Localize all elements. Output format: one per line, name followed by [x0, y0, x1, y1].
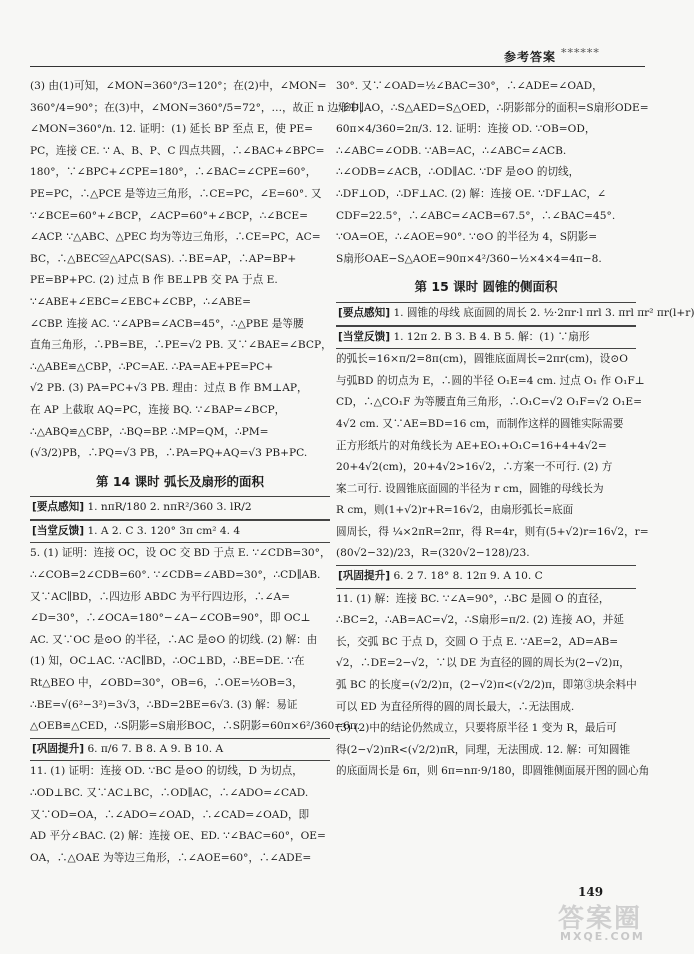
running-header: 参考答案	[504, 50, 557, 64]
text-line: PE=BP+PC. (2) 过点 B 作 BE⊥PB 交 PA 于点 E.	[30, 274, 278, 287]
feedback-14-text: 1. A 2. C 3. 120° 3π cm² 4. 4	[87, 524, 241, 537]
text-line: 可以 ED 为直径所得的圆的周长最大，∴无法围成.	[336, 700, 575, 713]
text-line: 正方形纸片的对角线长为 AE+EO₁+O₁C=16+4+4√2=	[336, 439, 607, 452]
feedback-15-text: 1. 12π 2. B 3. B 4. B 5. 解：(1) ∵扇形	[393, 330, 590, 343]
text-line: 得(2−√2)πR<(√2/2)πR，同理，无法围成. 12. 解：可知圆锥	[336, 743, 631, 756]
feedback-15-tag: [当堂反馈]	[338, 330, 391, 343]
left-column	[30, 76, 370, 869]
consolidate-15-tag: [巩固提升]	[338, 570, 391, 583]
text-line: AC. 又∵OC 是⊙O 的半径，∴AC 是⊙O 的切线. (2) 解：由	[30, 633, 318, 646]
text-line: 的弧长=16×π/2=8π(cm)，圆锥底面周长=2πr(cm)，设⊙O	[336, 353, 628, 366]
text-line: 的底面周长是 6π，则 6π=nπ·9/180，即圆锥侧面展开图的圆心角	[336, 765, 650, 778]
text-line: ∴∠COB=2∠CDB=60°. ∵∠CDB=∠ABD=30°，∴CD∥AB.	[30, 569, 321, 582]
page-number: 149	[578, 885, 604, 899]
section-14-title: 第 14 课时 弧长及扇形的面积	[96, 473, 264, 489]
key-points-14-text: 1. nπR/180 2. nπR²/360 3. lR/2	[87, 501, 252, 514]
text-line: Rt△BEO 中，∠OBD=30°，OB=6，∴OE=½OB=3，	[30, 677, 303, 690]
text-line: 弧 BC 的长度=(√2/2)π，(2−√2)π<(√2/2)π，即第③块余料中	[336, 679, 637, 692]
text-line: ∴BE=√(6²−3²)=3√3，∴BD=2BE=6√3. (3) 解：易证	[30, 698, 298, 711]
text-line: 360°/4=90°；在(3)中，∠MON=360°/5=72°，…，故正 n 边形中，	[30, 101, 370, 114]
text-line: ∵∠ABE+∠EBC=∠EBC+∠CBP，∴∠ABE=	[30, 295, 251, 308]
text-line: 11. (1) 解：连接 BC. ∵∠A=90°，∴BC 是圆 O 的直径，	[336, 592, 610, 605]
text-line: ∵∠BCE=60°+∠BCP，∠ACP=60°+∠BCP，∴∠BCE=	[30, 209, 308, 222]
text-line: ∴ED∥AO，∴S△AED=S△OED，∴阴影部分的面积=S扇形ODE=	[336, 101, 649, 114]
text-line: S扇形OAE−S△AOE=90π×4²/360−½×4×4=4π−8.	[336, 252, 602, 265]
text-line: (√3/2)PB，∴PQ=√3 PB，∴PA=PQ+AQ=√3 PB+PC.	[30, 447, 308, 460]
watermark-logo: 答案圈	[558, 904, 643, 934]
text-line: ∠CBP. 连接 AC. ∵∠APB=∠ACB=45°，∴△PBE 是等腰	[30, 317, 304, 330]
text-line: ∠MON=360°/n. 12. 证明：(1) 延长 BP 至点 E，使 PE=	[30, 123, 313, 136]
key-points-15	[336, 302, 694, 326]
right-column	[336, 76, 694, 783]
text-line: 180°，∵∠BPC+∠CPE=180°，∴∠BAC=∠CPE=60°，	[30, 166, 317, 179]
text-line: 直角三角形，∴PB=BE，∴PE=√2 PB. 又∵∠BAE=∠BCP，	[30, 339, 332, 352]
text-line: 5. (1) 证明：连接 OC，设 OC 交 BD 于点 E. ∵∠CDB=30°，	[30, 547, 331, 560]
consolidate-14	[30, 738, 330, 762]
text-line: R cm，则(1+√2)r+R=16√2，由扇形弧长=底面	[336, 504, 574, 517]
text-line: 又∵AC∥BD，∴四边形 ABDC 为平行四边形，∴∠A=	[30, 590, 291, 603]
text-line: 20+4√2(cm)，20+4√2>16√2，∴方案一不可行. (2) 方	[336, 461, 613, 474]
text-line: 又∵OD=OA，∴∠ADO=∠OAD，∴∠CAD=∠OAD，即	[30, 808, 310, 821]
consolidate-15	[336, 565, 636, 589]
key-points-14	[30, 496, 330, 520]
text-line: CDF=22.5°，∴∠ABC=∠ACB=67.5°，∴∠BAC=45°.	[336, 209, 616, 222]
text-line: ∴∠ABC=∠ODB. ∵AB=AC，∴∠ABC=∠ACB.	[336, 144, 567, 157]
text-line: 案二可行. 设圆锥底面圆的半径为 r cm，圆锥的母线长为	[336, 482, 604, 495]
key-points-15-tag: [要点感知]	[338, 306, 391, 319]
text-line: 4√2 cm. 又∵AE=BD=16 cm，而制作这样的圆锥实际需要	[336, 417, 624, 430]
text-line: ∴OD⊥BC. 又∵AC⊥BC，∴OD∥AC，∴∠ADO=∠CAD.	[30, 787, 309, 799]
text-line: ∴DF⊥OD，∴DF⊥AC. (2) 解：连接 OE. ∵DF⊥AC，∠	[336, 187, 607, 200]
feedback-14	[30, 520, 330, 544]
right-block-1	[336, 76, 649, 270]
text-line: △OEB≌△CED，∴S阴影=S扇形BOC，∴S阴影=60π×6²/360=6π.	[30, 720, 361, 733]
text-line: ∠ACP. ∵△ABC、△PEC 均为等边三角形，∴CE=PC，AC=	[30, 231, 321, 244]
text-line: PC，连接 CE. ∵ A、B、P、C 四点共圆，∴∠BAC+∠BPC=	[30, 144, 325, 157]
text-line: BC，∴△BEC≌△APC(SAS). ∴BE=AP，∴AP=BP+	[30, 252, 297, 265]
text-line: ∴BC=2，∴AB=AC=√2，∴S扇形=π/2. (2) 连接 AO，并延	[336, 614, 624, 627]
text-line: 30°. 又∵∠OAD=½∠BAC=30°，∴∠ADE=∠OAD，	[336, 80, 603, 92]
text-line: CD，∴△CO₁F 为等腰直角三角形，∴O₁C=√2 O₁F=√2 O₁E=	[336, 396, 642, 409]
text-line: ∴∠ODB=∠ACB，∴OD∥AC. ∵DF 是⊙O 的切线，	[336, 166, 580, 179]
right-block-2	[336, 349, 649, 565]
key-points-14-tag: [要点感知]	[32, 501, 85, 514]
text-line: ∠D=30°，∴∠OCA=180°−∠A−∠COB=90°，即 OC⊥	[30, 612, 311, 625]
text-line: ∴△ABE≌△CBP，∴PC=AE. ∴PA=AE+PE=PC+	[30, 360, 274, 373]
text-line: (80√2−32)/23，R=(320√2−128)/23.	[336, 547, 530, 560]
left-block-3	[30, 761, 330, 869]
text-line: 与弧BD 的切点为 E，∴圆的半径 O₁E=4 cm. 过点 O₁ 作 O₁F⊥	[336, 374, 645, 387]
left-block-2	[30, 543, 361, 737]
consolidate-14-tag: [巩固提升]	[32, 742, 85, 755]
header-rule	[30, 66, 645, 67]
consolidate-14-text: 6. π/6 7. B 8. A 9. B 10. A	[87, 742, 224, 755]
text-line: √2 PB. (3) PA=PC+√3 PB. 理由：过点 B 作 BM⊥AP，	[30, 382, 308, 395]
text-line: PE=PC，∴△PCE 是等边三角形，∴CE=PC，∠E=60°. 又	[30, 187, 322, 200]
text-line: AD 平分∠BAC. (2) 解：连接 OE、ED. ∵∠BAC=60°，OE=	[30, 830, 326, 843]
text-line: 圆周长，得 ¼×2πR=2πr，得 R=4r，则有(5+√2)r=16√2，r=	[336, 525, 649, 538]
section-15-title: 第 15 课时 圆锥的侧面积	[414, 279, 558, 295]
text-line: (3) (2)中的结论仍然成立，只要将原半径 1 变为 R，最后可	[336, 722, 617, 735]
text-line: 11. (1) 证明：连接 OD. ∵BC 是⊙O 的切线，D 为切点，	[30, 765, 303, 778]
consolidate-15-text: 6. 2 7. 18° 8. 12π 9. A 10. C	[393, 570, 543, 583]
right-block-3	[336, 589, 650, 783]
header-decoration-icon: ∗∗∗∗∗∗	[560, 44, 599, 57]
key-points-15-text: 1. 圆锥的母线 底面圆的周长 2. ½·2πr·l πrl 3. πrl πr² πr(l+r)	[393, 306, 694, 319]
text-line: ∵OA=OE，∴∠AOE=90°. ∵⊙O 的半径为 4，S阴影=	[336, 231, 598, 244]
text-line: OA，∴△OAE 为等边三角形，∴∠AOE=60°，∴∠ADE=	[30, 851, 312, 864]
text-line: 60π×4/360=2π/3. 12. 证明：连接 OD. ∵OB=OD，	[336, 123, 596, 136]
text-line: (3) 由(1)可知，∠MON=360°/3=120°；在(2)中，∠MON=	[30, 80, 327, 92]
watermark-url: MXQE.COM	[560, 930, 645, 943]
feedback-14-tag: [当堂反馈]	[32, 524, 85, 537]
text-line: √2，∴DE=2−√2，∵以 DE 为直径的圆的周长为(2−√2)π，	[336, 657, 630, 670]
feedback-15	[336, 326, 636, 350]
text-line: 长，交弧 BC 于点 D，交圆 O 于点 E. ∵AE=2，AD=AB=	[336, 635, 619, 648]
text-line: 在 AP 上截取 AQ=PC，连接 BQ. ∵∠BAP=∠BCP，	[30, 403, 286, 416]
text-line: ∴△ABQ≌△CBP，∴BQ=BP. ∴MP=QM，∴PM=	[30, 425, 269, 438]
text-line: (1) 知，OC⊥AC. ∵AC∥BD，∴OC⊥BD，∴BE=DE. ∵在	[30, 655, 305, 668]
